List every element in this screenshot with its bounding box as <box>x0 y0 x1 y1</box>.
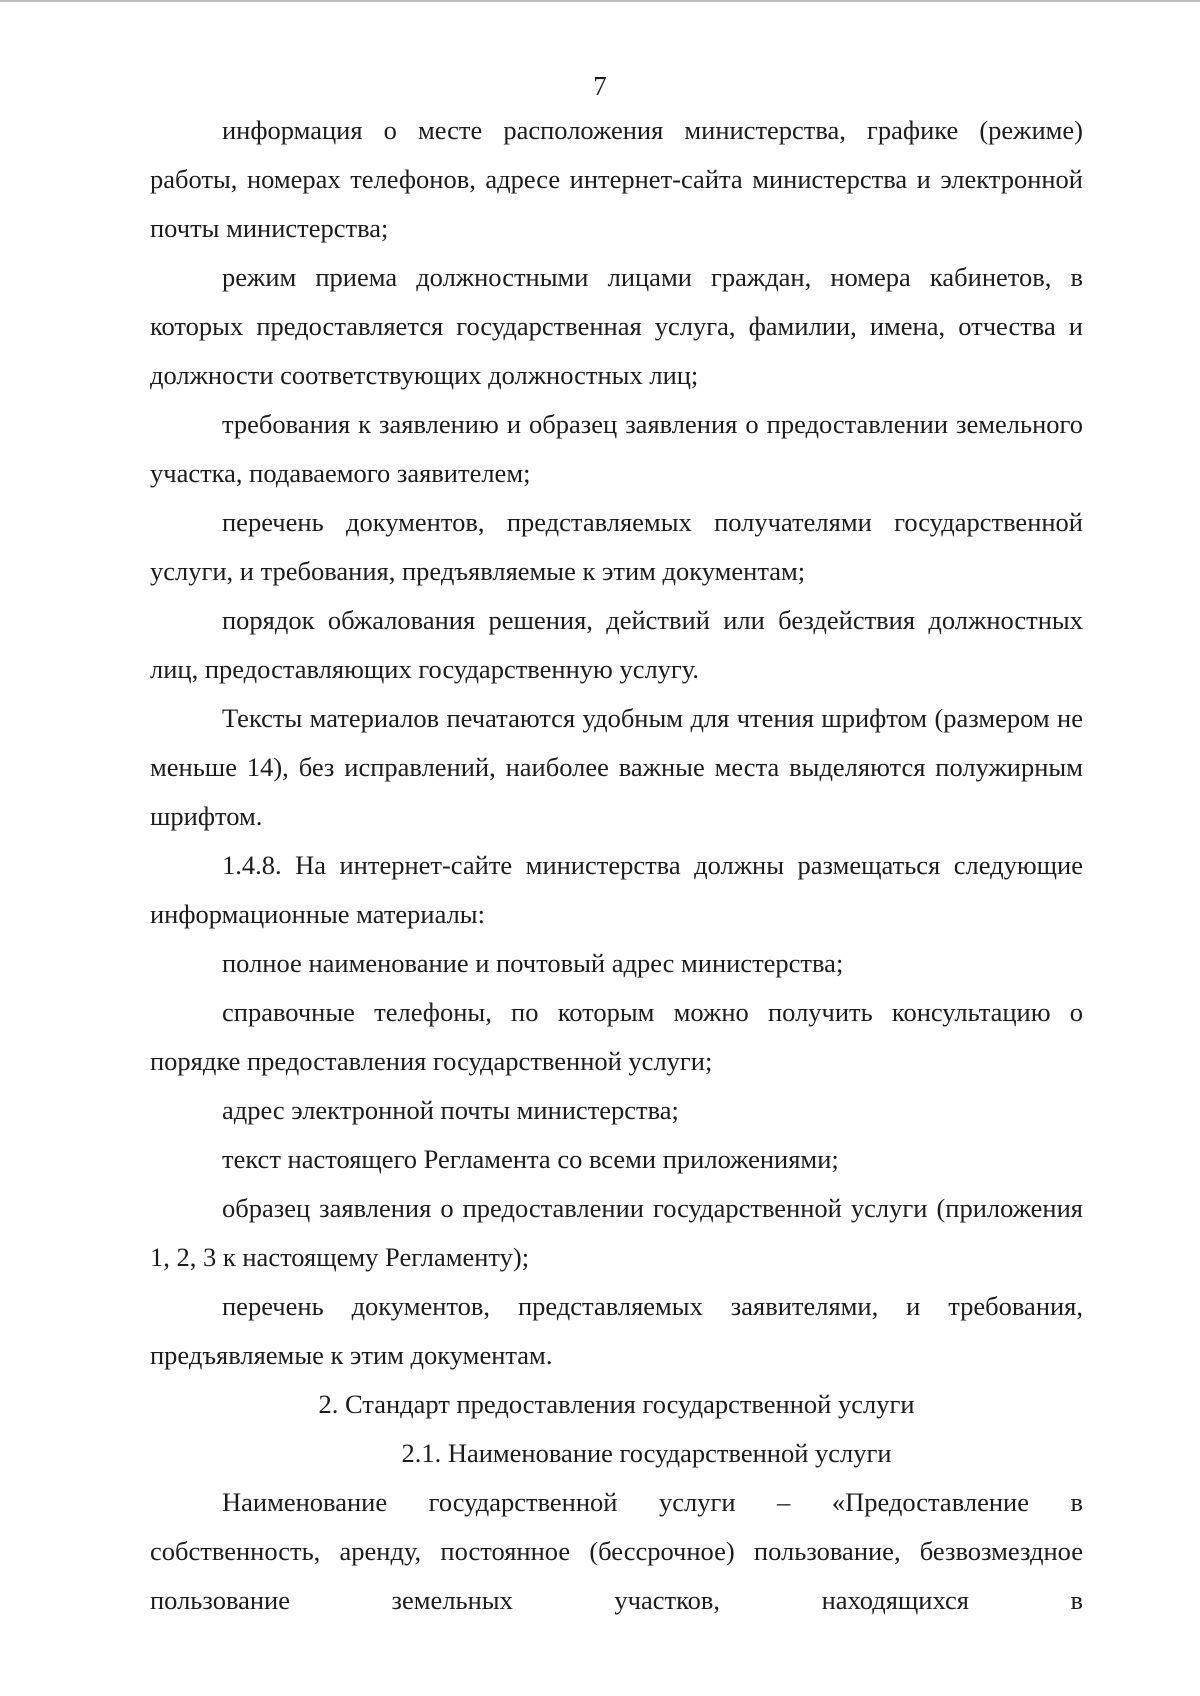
paragraph: адрес электронной почты министерства; <box>222 1095 679 1125</box>
paragraph: требования к заявлению и образец заявления о предоставлении земельного участка, подаваемого заявителем; <box>150 409 1083 488</box>
paragraph: 1.4.8. На интернет-сайте министерства должны размещаться следующие информационные материалы: <box>150 850 1083 929</box>
paragraph: справочные телефоны, по которым можно получить консультацию о порядке предоставления государственной услуги; <box>150 997 1083 1076</box>
paragraph: перечень документов, представляемых заявителями, и требования, предъявляемые к этим документам. <box>150 1291 1083 1370</box>
paragraph: режим приема должностными лицами граждан, номера кабинетов, в которых предоставляется государственная услуга, фамилии, имена, отчества и должности соответствующих должностных лиц; <box>150 262 1083 390</box>
paragraph: перечень документов, представляемых получателями государственной услуги, и требования, предъявляемые к этим документам; <box>150 507 1083 586</box>
top-edge-line <box>0 0 1200 2</box>
paragraph: текст настоящего Регламента со всеми приложениями; <box>222 1144 839 1174</box>
paragraph: Тексты материалов печатаются удобным для чтения шрифтом (размером не меньше 14), без исправлений, наиболее важные места выделяются полужирным шрифтом. <box>150 703 1083 831</box>
paragraph: порядок обжалования решения, действий или бездействия должностных лиц, предоставляющих государственную услугу. <box>150 605 1083 684</box>
final-paragraph: Наименование государственной услуги – «Предоставление в собственность, аренду, постоянное (бессрочное) пользование, безвозмездное пользование земельных участков, находящихся в <box>150 1487 1083 1615</box>
document-body <box>150 106 1083 1625</box>
paragraph: образец заявления о предоставлении государственной услуги (приложения 1, 2, 3 к настоящему Регламенту); <box>150 1193 1083 1272</box>
page-number: 7 <box>593 71 607 101</box>
paragraph: полное наименование и почтовый адрес министерства; <box>222 948 844 978</box>
section-heading: 2. Стандарт предоставления государственной услуги <box>318 1389 915 1419</box>
subsection-heading: 2.1. Наименование государственной услуги <box>401 1438 892 1468</box>
paragraph: информация о месте расположения министерства, графике (режиме) работы, номерах телефонов, адресе интернет-сайта министерства и электронной почты министерства; <box>150 115 1083 243</box>
